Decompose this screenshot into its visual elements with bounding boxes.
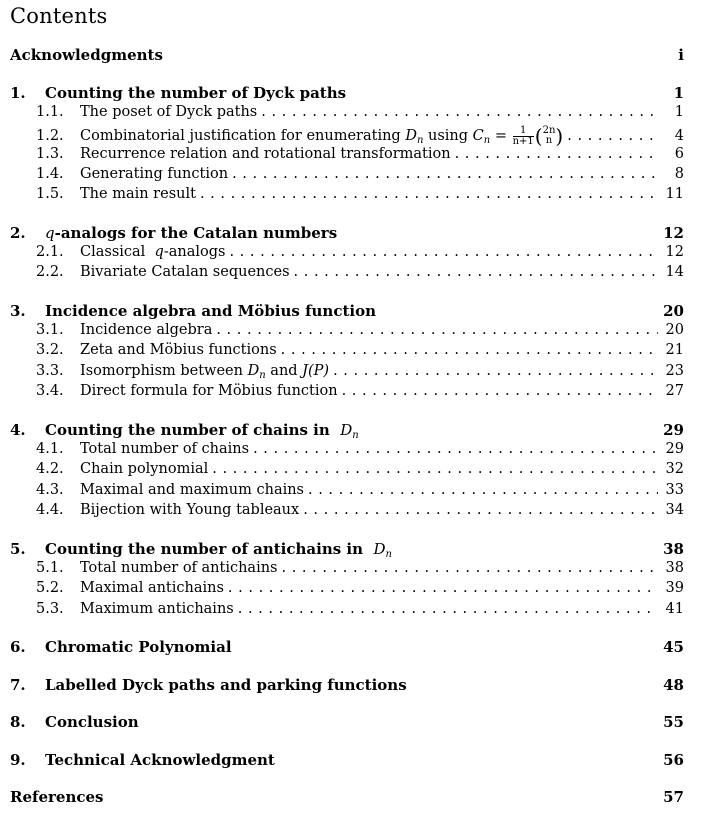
toc-page: 11 <box>665 186 684 202</box>
paren-left: ( <box>534 124 543 148</box>
toc-section-1-2[interactable] <box>10 124 684 148</box>
leader-dots <box>228 580 658 596</box>
section-title: Maximal antichains <box>80 580 224 596</box>
toc-page: 4 <box>674 128 684 144</box>
toc-page: 6 <box>674 146 684 162</box>
toc-section-5-1[interactable] <box>10 560 684 580</box>
section-number: 3.1. <box>36 322 64 338</box>
chapter-title: Counting the number of Dyck paths <box>45 84 347 102</box>
title-text: Isomorphism between <box>80 363 248 379</box>
toc-page: 12 <box>665 244 684 260</box>
toc-section-4-2[interactable] <box>10 461 684 481</box>
math-sub-n: n <box>385 549 392 560</box>
toc-section-1-1[interactable] <box>10 104 684 124</box>
chapter-title: Technical Acknowledgment <box>45 751 275 769</box>
toc-page: 12 <box>663 224 684 242</box>
math-J-of-P: J(P) <box>302 363 330 379</box>
toc-section-3-3[interactable] <box>10 363 684 383</box>
section-title: Recurrence relation and rotational transformation <box>80 146 451 162</box>
section-number: 1.2. <box>36 128 64 144</box>
section-number: 3.3. <box>36 363 64 379</box>
leader-dots <box>261 104 658 120</box>
math-fraction <box>513 126 534 147</box>
toc-title: Acknowledgments <box>10 46 163 64</box>
toc-section-1-3[interactable] <box>10 146 684 166</box>
toc-page: 33 <box>665 482 684 498</box>
section-number: 1.4. <box>36 166 64 182</box>
section-title <box>80 363 329 381</box>
toc-chapter-9[interactable] <box>10 751 684 771</box>
leader-dots <box>253 441 657 457</box>
leader-dots <box>229 244 657 260</box>
section-number: 5.2. <box>36 580 64 596</box>
math-q: q <box>154 244 164 260</box>
toc-section-3-2[interactable] <box>10 342 684 362</box>
toc-page: 56 <box>663 751 684 769</box>
section-number: 1.3. <box>36 146 64 162</box>
section-title: Maximum antichains <box>80 601 234 617</box>
math-sub-n: n <box>483 135 491 146</box>
toc-chapter-6[interactable] <box>10 638 684 658</box>
toc-page: 27 <box>665 383 684 399</box>
chapter-title <box>45 224 337 242</box>
toc-page: 29 <box>663 421 684 439</box>
toc-page: 20 <box>663 302 684 320</box>
section-number: 4.2. <box>36 461 64 477</box>
toc-section-2-1[interactable] <box>10 244 684 264</box>
section-title <box>80 244 225 260</box>
section-title: The poset of Dyck paths <box>80 104 258 120</box>
section-title: Total number of chains <box>80 441 250 457</box>
leader-dots <box>238 601 658 617</box>
leader-dots <box>281 342 658 358</box>
leader-dots <box>303 502 657 518</box>
chapter-number: 6. <box>10 638 26 656</box>
math-q: q <box>45 224 55 242</box>
chapter-title: Labelled Dyck paths and parking functions <box>45 676 407 694</box>
chapter-number: 8. <box>10 713 26 731</box>
toc-chapter-2[interactable] <box>10 224 684 244</box>
leader-dots <box>232 166 658 182</box>
toc-page: 38 <box>663 540 684 558</box>
toc-page: 55 <box>663 713 684 731</box>
title-text: and <box>265 363 303 379</box>
math-D: D <box>340 421 353 439</box>
chapter-number: 1. <box>10 84 26 102</box>
binomial-bottom: n <box>545 135 553 146</box>
leader-dots <box>455 146 658 162</box>
section-number: 2.2. <box>36 264 64 280</box>
chapter-number: 4. <box>10 421 26 439</box>
toc-page: 48 <box>663 676 684 694</box>
toc-page: 57 <box>663 788 684 806</box>
section-number: 5.1. <box>36 560 64 576</box>
title-text: -analogs for the Catalan numbers <box>54 224 338 242</box>
toc-section-5-2[interactable] <box>10 580 684 600</box>
toc-page: 20 <box>665 322 684 338</box>
toc-page: 38 <box>665 560 684 576</box>
section-title: Incidence algebra <box>80 322 213 338</box>
title-text: Counting the number of antichains in <box>45 540 369 558</box>
toc-page: 34 <box>665 502 684 518</box>
section-number: 4.4. <box>36 502 64 518</box>
section-title: Total number of antichains <box>80 560 278 576</box>
toc-page: 45 <box>663 638 684 656</box>
leader-dots <box>308 482 658 498</box>
fraction-denominator: n+1 <box>512 135 534 147</box>
title-text: Counting the number of chains in <box>45 421 335 439</box>
toc-page: 39 <box>665 580 684 596</box>
toc-page: 14 <box>665 264 684 280</box>
section-number: 5.3. <box>36 601 64 617</box>
toc-section-1-5[interactable] <box>10 186 684 206</box>
toc-chapter-7[interactable] <box>10 676 684 696</box>
leader-dots <box>212 461 657 477</box>
leader-dots <box>567 128 658 144</box>
section-number: 3.2. <box>36 342 64 358</box>
toc-section-1-4[interactable] <box>10 166 684 186</box>
toc-chapter-8[interactable] <box>10 713 684 733</box>
toc-section-4-4[interactable] <box>10 502 684 522</box>
math-C: C <box>472 128 484 144</box>
title-text: -analogs <box>163 244 226 260</box>
section-title: Maximal and maximum chains <box>80 482 304 498</box>
math-sub-n: n <box>352 430 359 441</box>
fraction-numerator: 1 <box>513 126 534 137</box>
section-title: Zeta and Möbius functions <box>80 342 277 358</box>
leader-dots <box>282 560 658 576</box>
math-equals: = <box>494 128 507 144</box>
toc-page: i <box>678 46 684 64</box>
section-number: 1.1. <box>36 104 64 120</box>
toc-chapter-3[interactable] <box>10 302 684 322</box>
toc-page: 29 <box>665 441 684 457</box>
toc-chapter-1[interactable] <box>10 84 684 104</box>
toc-section-3-1[interactable] <box>10 322 684 342</box>
title-text: Combinatorial justification for enumerating <box>80 128 401 144</box>
leader-dots <box>200 186 658 202</box>
toc-section-4-1[interactable] <box>10 441 684 461</box>
page-title: Contents <box>10 4 108 28</box>
chapter-number: 9. <box>10 751 26 769</box>
section-number: 2.1. <box>36 244 64 260</box>
chapter-title <box>45 540 392 560</box>
toc-page: 1 <box>673 84 684 102</box>
toc-page: 32 <box>665 461 684 477</box>
section-title: Direct formula for Möbius function <box>80 383 338 399</box>
title-text: Classical <box>80 244 150 260</box>
toc-section-2-2[interactable] <box>10 264 684 284</box>
math-sub-n: n <box>259 370 266 381</box>
chapter-title: Chromatic Polynomial <box>45 638 232 656</box>
section-number: 1.5. <box>36 186 64 202</box>
toc-title: References <box>10 788 104 806</box>
leader-dots <box>216 322 657 338</box>
paren-right: ) <box>555 124 564 148</box>
chapter-number: 5. <box>10 540 26 558</box>
toc-page: 23 <box>665 363 684 379</box>
section-title: Chain polynomial <box>80 461 209 477</box>
toc-page: 8 <box>674 166 684 182</box>
binomial-top: 2n <box>542 125 556 136</box>
section-title <box>80 124 563 148</box>
toc-page: 1 <box>674 104 684 120</box>
leader-dots <box>333 363 657 379</box>
toc-chapter-4[interactable] <box>10 421 684 441</box>
math-D: D <box>373 540 386 558</box>
chapter-number: 2. <box>10 224 26 242</box>
title-text: using <box>428 128 469 144</box>
section-number: 3.4. <box>36 383 64 399</box>
toc-chapter-5[interactable] <box>10 540 684 560</box>
leader-dots <box>294 264 658 280</box>
toc-section-3-4[interactable] <box>10 383 684 403</box>
section-title: Bijection with Young tableaux <box>80 502 300 518</box>
section-title: The main result <box>80 186 196 202</box>
chapter-title <box>45 421 359 441</box>
math-D: D <box>247 363 260 379</box>
toc-section-5-3[interactable] <box>10 601 684 621</box>
chapter-title: Conclusion <box>45 713 139 731</box>
math-binomial <box>543 126 556 146</box>
toc-page: 41 <box>665 601 684 617</box>
toc-entry-acknowledgments[interactable] <box>10 46 684 66</box>
math-D: D <box>405 128 417 144</box>
chapter-number: 3. <box>10 302 26 320</box>
section-title: Bivariate Catalan sequences <box>80 264 290 280</box>
chapter-title: Incidence algebra and Möbius function <box>45 302 377 320</box>
toc-entry-references[interactable] <box>10 788 684 808</box>
toc-page: 21 <box>665 342 684 358</box>
section-title: Generating function <box>80 166 229 182</box>
section-number: 4.3. <box>36 482 64 498</box>
math-sub-n: n <box>416 135 424 146</box>
chapter-number: 7. <box>10 676 26 694</box>
section-number: 4.1. <box>36 441 64 457</box>
toc-section-4-3[interactable] <box>10 482 684 502</box>
leader-dots <box>342 383 658 399</box>
